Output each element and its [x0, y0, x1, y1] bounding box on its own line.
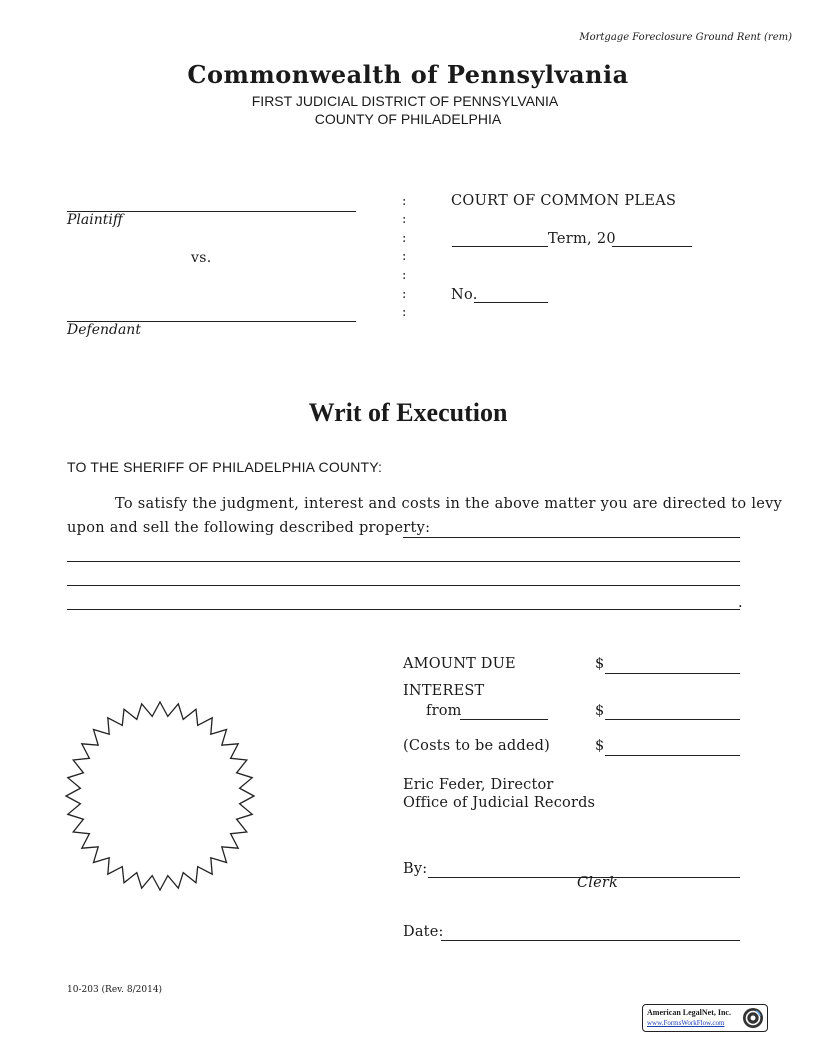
instruction-line-2: upon and sell the following described property: [67, 520, 431, 536]
publisher-logo[interactable] [642, 1004, 768, 1032]
costs-label: (Costs to be added) [403, 738, 550, 754]
defendant-label: Defendant [67, 322, 141, 338]
property-description-line[interactable] [67, 609, 740, 610]
term-label: Term, 20 [548, 231, 616, 247]
by-label: By: [403, 861, 428, 877]
caption-colon: : [402, 268, 407, 283]
term-year-blank[interactable] [612, 246, 692, 247]
commonwealth-heading: Commonwealth of Pennsylvania [187, 60, 629, 89]
property-period: . [738, 595, 743, 611]
property-description-line[interactable] [67, 561, 740, 562]
property-description-line[interactable] [403, 537, 740, 538]
interest-amount-field[interactable] [605, 719, 740, 720]
costs-field[interactable] [605, 755, 740, 756]
versus-label: vs. [191, 250, 212, 266]
office-name: Office of Judicial Records [403, 795, 596, 811]
interest-label: INTEREST [403, 683, 485, 699]
instruction-line-1: To satisfy the judgment, interest and costs in the above matter you are directed to levy [115, 496, 783, 512]
court-seal-graphic [62, 698, 258, 894]
property-description-line[interactable] [67, 585, 740, 586]
caption-colon: : [402, 305, 407, 320]
form-code: Mortgage Foreclosure Ground Rent (rem) [579, 32, 792, 43]
district-heading: FIRST JUDICIAL DISTRICT OF PENNSYLVANIA [251, 93, 559, 109]
court-name: COURT OF COMMON PLEAS [451, 193, 677, 209]
sheriff-address: TO THE SHERIFF OF PHILADELPHIA COUNTY: [67, 459, 383, 475]
globe-icon [742, 1007, 764, 1029]
date-label: Date: [403, 924, 444, 940]
interest-from-field[interactable] [460, 719, 548, 720]
dollar-sign: $ [595, 703, 605, 719]
caption-colon: : [402, 249, 407, 264]
caption-colon: : [402, 287, 407, 302]
amount-due-field[interactable] [605, 673, 740, 674]
county-heading: COUNTY OF PHILADELPHIA [314, 111, 502, 127]
interest-from-label: from [426, 703, 462, 719]
case-number-label: No. [451, 287, 478, 303]
case-number-blank[interactable] [474, 302, 548, 303]
clerk-label: Clerk [577, 875, 619, 891]
caption-colon: : [402, 194, 407, 209]
revision-note: 10-203 (Rev. 8/2014) [67, 985, 163, 995]
amount-due-label: AMOUNT DUE [403, 656, 516, 672]
logo-url-link[interactable]: www.FormsWorkFlow.com [647, 1019, 725, 1027]
document-title: Writ of Execution [308, 398, 508, 427]
dollar-sign: $ [595, 738, 605, 754]
caption-colon: : [402, 212, 407, 227]
dollar-sign: $ [595, 656, 605, 672]
caption-colon: : [402, 231, 407, 246]
term-blank[interactable] [452, 246, 548, 247]
date-field[interactable] [441, 940, 740, 941]
director-name: Eric Feder, Director [403, 777, 554, 793]
logo-company-name: American LegalNet, Inc. [647, 1008, 731, 1017]
plaintiff-label: Plaintiff [67, 212, 123, 228]
